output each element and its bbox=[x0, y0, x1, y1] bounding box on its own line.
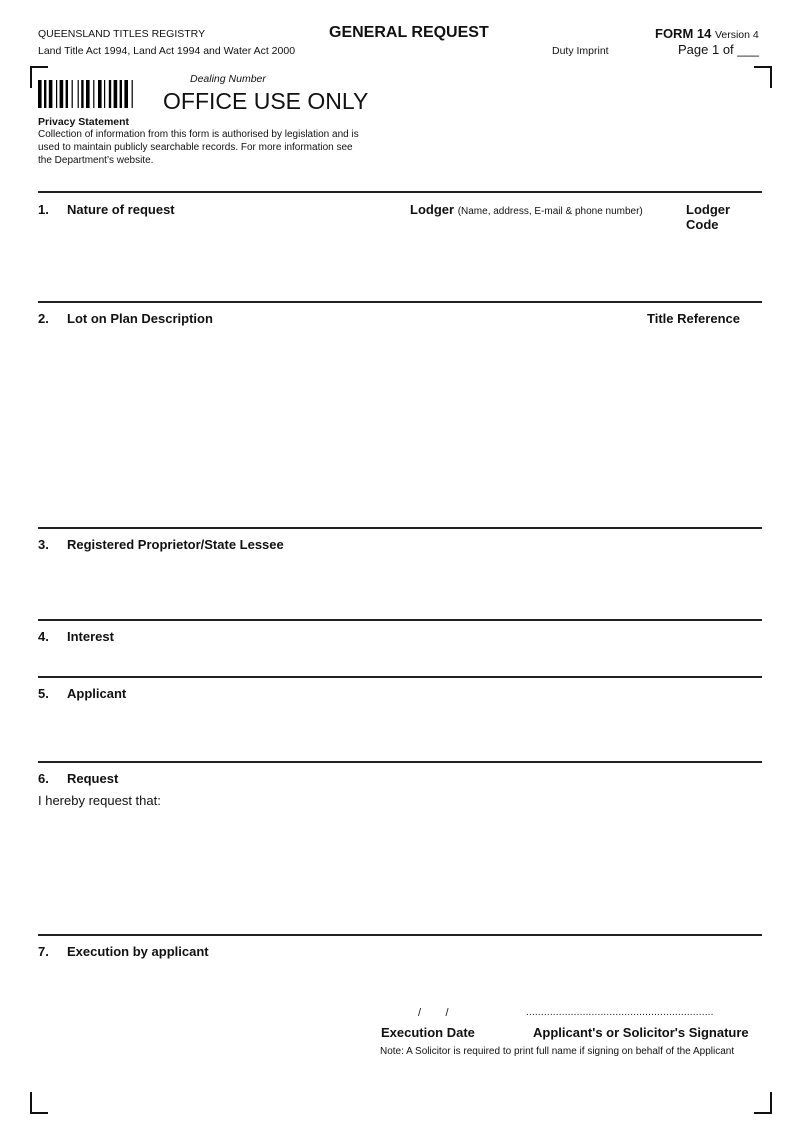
section-label: Interest bbox=[67, 629, 114, 644]
lodger-label: Lodger bbox=[410, 202, 455, 217]
privacy-line: the Department’s website. bbox=[38, 155, 154, 166]
section-number: 6. bbox=[38, 771, 49, 786]
privacy-heading: Privacy Statement bbox=[38, 116, 130, 128]
page-count-field[interactable]: Page 1 of ___ bbox=[678, 42, 759, 57]
dealing-number-label: Dealing Number bbox=[190, 73, 266, 85]
section-label: Execution by applicant bbox=[67, 944, 209, 959]
section-7-heading bbox=[38, 944, 209, 959]
request-details-field[interactable] bbox=[38, 812, 762, 928]
form-id bbox=[655, 26, 759, 41]
duty-imprint-label: Duty Imprint bbox=[552, 45, 609, 57]
lot-on-plan-field[interactable] bbox=[38, 332, 618, 522]
office-use-only: OFFICE USE ONLY bbox=[163, 88, 369, 114]
section-label: Lot on Plan Description bbox=[67, 311, 213, 326]
lodger-code-label bbox=[686, 202, 730, 232]
section-divider bbox=[38, 301, 762, 303]
registry-name: QUEENSLAND TITLES REGISTRY bbox=[38, 28, 206, 40]
section-divider bbox=[38, 619, 762, 621]
section-label: Applicant bbox=[67, 686, 127, 701]
barcode-icon bbox=[38, 80, 158, 108]
section-4-heading bbox=[38, 629, 114, 644]
corner-mark-bottom-right bbox=[754, 1092, 772, 1114]
request-preamble: I hereby request that: bbox=[38, 793, 161, 808]
section-number: 2. bbox=[38, 311, 49, 326]
solicitor-note: Note: A Solicitor is required to print full name if signing on behalf of the Applicant bbox=[380, 1046, 735, 1057]
legislation-acts: Land Title Act 1994, Land Act 1994 and Water Act 2000 bbox=[38, 45, 296, 57]
section-number: 4. bbox=[38, 629, 49, 644]
lodger-details-field[interactable] bbox=[410, 222, 678, 296]
section-number: 7. bbox=[38, 944, 49, 959]
lodger-heading bbox=[410, 202, 643, 217]
section-number: 5. bbox=[38, 686, 49, 701]
section-divider bbox=[38, 761, 762, 763]
section-label: Request bbox=[67, 771, 119, 786]
lodger-code-field[interactable] bbox=[686, 235, 762, 295]
signature-label: Applicant's or Solicitor's Signature bbox=[533, 1025, 749, 1040]
lodger-note: (Name, address, E-mail & phone number) bbox=[457, 206, 643, 217]
section-5-heading bbox=[38, 686, 126, 701]
corner-mark-bottom-left bbox=[30, 1092, 48, 1114]
privacy-line: used to maintain publicly searchable records. For more information see bbox=[38, 142, 353, 153]
section-2-heading bbox=[38, 311, 213, 326]
section-divider bbox=[38, 676, 762, 678]
applicant-field[interactable] bbox=[38, 706, 762, 756]
interest-field[interactable] bbox=[130, 628, 762, 672]
privacy-line: Collection of information from this form is authorised by legislation and is bbox=[38, 129, 359, 140]
execution-date-label: Execution Date bbox=[381, 1025, 475, 1040]
title-reference-label: Title Reference bbox=[647, 311, 740, 326]
section-3-heading bbox=[38, 537, 284, 552]
lodger-code-line: Lodger bbox=[686, 202, 731, 217]
form-version: Version 4 bbox=[714, 29, 759, 41]
signature-line[interactable]: ............................................................... bbox=[526, 1007, 714, 1018]
section-label: Registered Proprietor/State Lessee bbox=[67, 537, 284, 552]
section-divider bbox=[38, 191, 762, 193]
title-reference-field[interactable] bbox=[640, 332, 762, 522]
lodger-code-line: Code bbox=[686, 217, 719, 232]
section-divider bbox=[38, 934, 762, 936]
section-1-heading bbox=[38, 202, 175, 217]
registered-proprietor-field[interactable] bbox=[38, 558, 762, 614]
section-number: 1. bbox=[38, 202, 49, 217]
corner-mark-top-right bbox=[754, 66, 772, 88]
section-number: 3. bbox=[38, 537, 49, 552]
privacy-statement bbox=[38, 128, 359, 167]
section-label: Nature of request bbox=[67, 202, 175, 217]
nature-of-request-field[interactable] bbox=[38, 222, 398, 296]
section-6-heading bbox=[38, 771, 118, 786]
form-title: GENERAL REQUEST bbox=[329, 24, 489, 41]
execution-date-field[interactable]: / / bbox=[418, 1007, 449, 1019]
section-divider bbox=[38, 527, 762, 529]
form-number: FORM 14 bbox=[655, 26, 712, 41]
